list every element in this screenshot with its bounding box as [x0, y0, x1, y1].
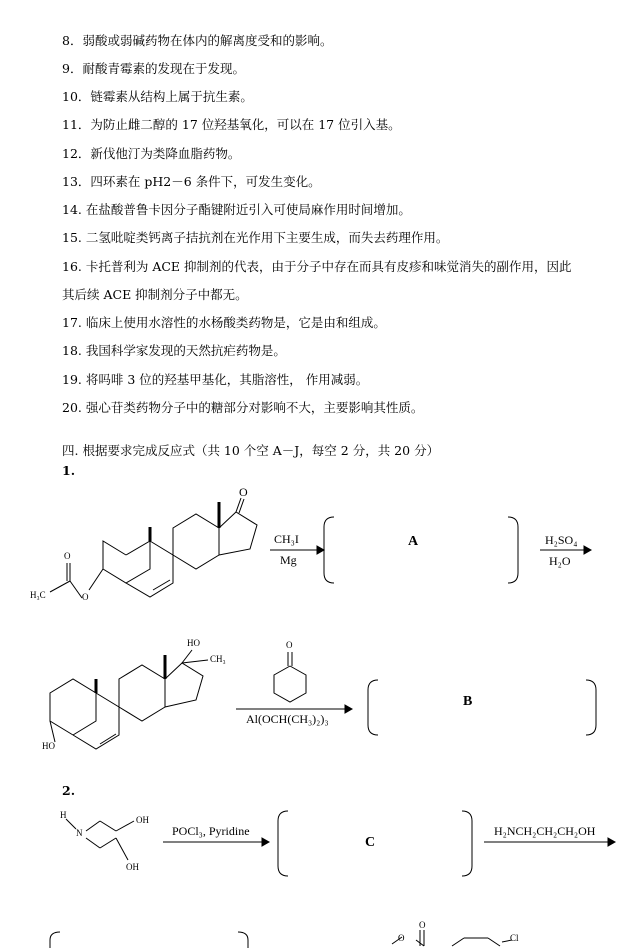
question-20: 20. 强心苷类药物分子中的糖部分对影响不大，主要影响其性质。	[62, 400, 424, 415]
question-17: 17. 临床上使用水溶性的水杨酸类药物是，它是由和组成。	[62, 315, 386, 330]
answer-box-a[interactable]: A	[408, 534, 419, 549]
question-13: 13．四环素在 pH2－6 条件下，可发生变化。	[62, 174, 321, 189]
diethanolamine-structure	[66, 819, 134, 860]
reagent-pocl3-pyridine: POCl₃, Pyridine	[172, 824, 250, 838]
fragment-oxygen-label: O	[398, 933, 405, 943]
amine-nitrogen-label: N	[76, 828, 83, 838]
question-15: 15. 二氢吡啶类钙离子拮抗剂在光作用下主要生成，而失去药理作用。	[62, 230, 449, 245]
steroid-1-structure	[50, 498, 257, 598]
question-14: 14. 在盐酸普鲁卡因分子酯键附近引入可使局麻作用时间增加。	[62, 202, 411, 217]
reagent-aluminum-isopropoxide: Al(OCH(CH₃)₂)₃	[246, 712, 329, 726]
section-title: 四. 根据要求完成反应式（共 10 个空 A－J，每空 2 分，共 20 分）	[62, 443, 440, 458]
ketone-oxygen-label: O	[239, 485, 248, 499]
question-18: 18. 我国科学家发现的天然抗疟药物是。	[62, 343, 286, 358]
fragment-carbonyl-oxygen-label: O	[419, 920, 426, 930]
reagent-mg: Mg	[280, 553, 297, 567]
question-16: 16. 卡托普利为 ACE 抑制剂的代表，由于分子中存在而具有皮疹和味觉消失的副作用，因此	[62, 259, 572, 274]
hydroxyl-label-1: OH	[136, 815, 149, 825]
question-12: 12．新伐他汀为类降血脂药物。	[62, 146, 241, 161]
ester-oxygen-label: O	[82, 592, 89, 602]
reagent-aminopropanol: H₂NCH₂CH₂CH₂OH	[494, 824, 596, 838]
question-8: 8．弱酸或弱碱药物在体内的解离度受和的影响。	[62, 33, 333, 48]
reagent-h2so4: H₂SO₄	[545, 533, 578, 547]
answer-box-c[interactable]: C	[365, 835, 376, 850]
ester-carbonyl-oxygen-label: O	[64, 551, 71, 561]
steroid-2-structure	[50, 650, 208, 749]
problem-1-label: 1.	[62, 463, 76, 478]
question-16-cont: 其后续 ACE 抑制剂分子中都无。	[62, 287, 248, 302]
problem-2-label: 2.	[62, 783, 76, 798]
hydroxyl-17-label: HO	[187, 638, 200, 648]
cyclohexanone-oxygen-label: O	[286, 640, 293, 650]
question-10: 10．链霉素从结构上属于抗生素。	[62, 89, 253, 104]
hydroxyl-3-label: HO	[42, 741, 55, 751]
hydroxyl-label-2: OH	[126, 862, 139, 872]
reagent-ch3i: CH₃I	[274, 532, 299, 546]
question-11: 11．为防止雌二醇的 17 位羟基氧化，可以在 17 位引入基。	[62, 117, 401, 132]
cyclohexanone-structure	[274, 652, 306, 702]
question-9: 9．耐酸青霉素的发现在于发现。	[62, 61, 245, 76]
reagent-h2o: H₂O	[549, 554, 571, 568]
question-19: 19. 将吗啡 3 位的羟基甲基化，其脂溶性， 作用减弱。	[62, 372, 369, 387]
h3c-label: H₃C	[30, 590, 46, 600]
chlorine-label: Cl	[510, 933, 519, 943]
methyl-17-label: CH₃	[210, 654, 226, 664]
answer-box-b[interactable]: B	[463, 694, 473, 709]
amine-hydrogen-label: H	[60, 810, 67, 820]
